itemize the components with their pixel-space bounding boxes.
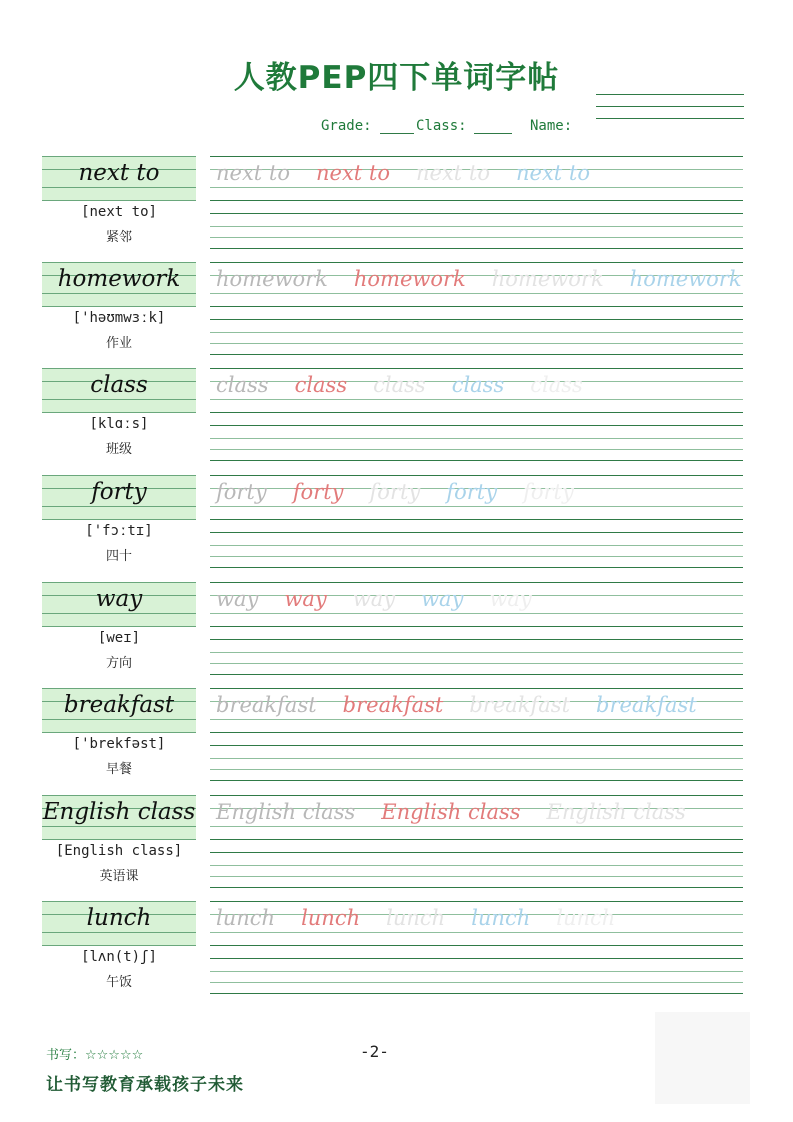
practice-lines[interactable]: [210, 368, 743, 474]
grade-blank[interactable]: [380, 133, 414, 134]
trace-word: homework: [216, 267, 328, 291]
phonetic: [next to]: [81, 204, 157, 220]
writing-rating: 书写：☆☆☆☆☆: [46, 1048, 144, 1063]
word-row: [0, 795, 793, 901]
phonetic: [English class]: [55, 843, 183, 859]
word-guide-box: [42, 262, 196, 306]
trace-word: English class: [381, 800, 521, 824]
trace-words: [216, 267, 768, 291]
trace-word: English class: [216, 800, 356, 824]
trace-word: English class: [546, 800, 686, 824]
word-guide-box: [42, 368, 196, 412]
class-label: Class:: [416, 118, 467, 134]
vocab-word: way: [95, 586, 143, 612]
practice-lines[interactable]: [210, 901, 743, 1007]
chinese-meaning: 紧邻: [105, 230, 132, 245]
trace-word: forty: [523, 480, 574, 504]
trace-word: breakfast: [596, 693, 697, 717]
word-row: [0, 475, 793, 581]
word-row: [0, 368, 793, 474]
practice-lines[interactable]: [210, 156, 743, 262]
trace-word: lunch: [301, 906, 361, 930]
trace-word: class: [530, 373, 583, 397]
trace-words: [216, 800, 712, 824]
word-row: [0, 582, 793, 688]
name-label: Name:: [530, 118, 573, 134]
practice-lines[interactable]: [210, 688, 743, 794]
trace-word: lunch: [556, 906, 616, 930]
page-number: -2-: [360, 1042, 389, 1061]
trace-word: way: [352, 587, 396, 611]
trace-words: [216, 161, 616, 185]
trace-word: next to: [216, 161, 290, 185]
trace-word: way: [421, 587, 464, 611]
trace-words: [216, 373, 609, 397]
trace-word: class: [216, 373, 269, 397]
trace-word: forty: [216, 480, 267, 504]
trace-word: forty: [446, 480, 498, 504]
trace-word: breakfast: [469, 693, 571, 717]
trace-word: homework: [629, 267, 742, 291]
trace-word: class: [373, 373, 426, 397]
class-blank[interactable]: [474, 133, 512, 134]
practice-lines[interactable]: [210, 262, 743, 368]
chinese-meaning: 早餐: [105, 762, 132, 777]
word-guide-box: [42, 901, 196, 945]
slogan: 让书写教育承载孩子未来: [46, 1075, 244, 1095]
trace-words: [216, 906, 641, 930]
trace-word: lunch: [386, 906, 446, 930]
phonetic: [lʌn(t)ʃ]: [81, 949, 157, 965]
chinese-meaning: 英语课: [99, 869, 139, 884]
word-row: [0, 688, 793, 794]
word-row: [0, 156, 793, 262]
page-title: 人教PEP四下单词字帖: [233, 60, 560, 96]
trace-word: lunch: [471, 906, 531, 930]
word-guide-box: [42, 688, 196, 732]
trace-word: class: [451, 373, 505, 397]
trace-word: homework: [353, 267, 466, 291]
trace-word: way: [489, 587, 532, 611]
chinese-meaning: 作业: [105, 336, 132, 351]
practice-lines[interactable]: [210, 582, 743, 688]
trace-word: forty: [292, 480, 344, 504]
name-writing-lines: [596, 94, 744, 130]
trace-word: way: [216, 587, 259, 611]
chinese-meaning: 方向: [105, 656, 132, 671]
trace-word: next to: [316, 161, 390, 185]
chinese-meaning: 四十: [105, 549, 132, 564]
vocab-word: forty: [91, 479, 147, 505]
grade-label: Grade:: [321, 118, 372, 134]
chinese-meaning: 午饭: [105, 975, 132, 990]
trace-words: [216, 693, 723, 717]
phonetic: ['brekfəst]: [72, 736, 166, 752]
phonetic: [weɪ]: [97, 630, 141, 646]
practice-lines[interactable]: [210, 795, 743, 901]
vocab-word: next to: [78, 160, 160, 186]
word-guide-box: [42, 475, 196, 519]
trace-word: way: [284, 587, 327, 611]
trace-word: next to: [516, 161, 590, 185]
trace-word: homework: [491, 267, 604, 291]
phonetic: ['həʊmwɜːk]: [72, 310, 166, 326]
trace-word: next to: [416, 161, 490, 185]
vocab-word: breakfast: [63, 692, 175, 718]
trace-word: lunch: [216, 906, 276, 930]
qr-code-area: [655, 1012, 750, 1104]
trace-word: breakfast: [216, 693, 317, 717]
vocab-word: class: [90, 372, 148, 398]
word-guide-box: [42, 582, 196, 626]
word-guide-box: [42, 795, 196, 839]
trace-words: [216, 587, 558, 611]
phonetic: [klɑːs]: [89, 416, 149, 432]
vocab-word: English class: [42, 799, 196, 825]
trace-word: breakfast: [342, 693, 444, 717]
word-row: [0, 901, 793, 1007]
practice-lines[interactable]: [210, 475, 743, 581]
word-guide-box: [42, 156, 196, 200]
vocab-word: lunch: [86, 905, 152, 931]
word-row: [0, 262, 793, 368]
chinese-meaning: 班级: [105, 442, 132, 457]
vocab-word: homework: [57, 266, 181, 292]
trace-words: [216, 480, 600, 504]
phonetic: ['fɔːtɪ]: [85, 523, 153, 539]
trace-word: class: [294, 373, 348, 397]
trace-word: forty: [369, 480, 421, 504]
